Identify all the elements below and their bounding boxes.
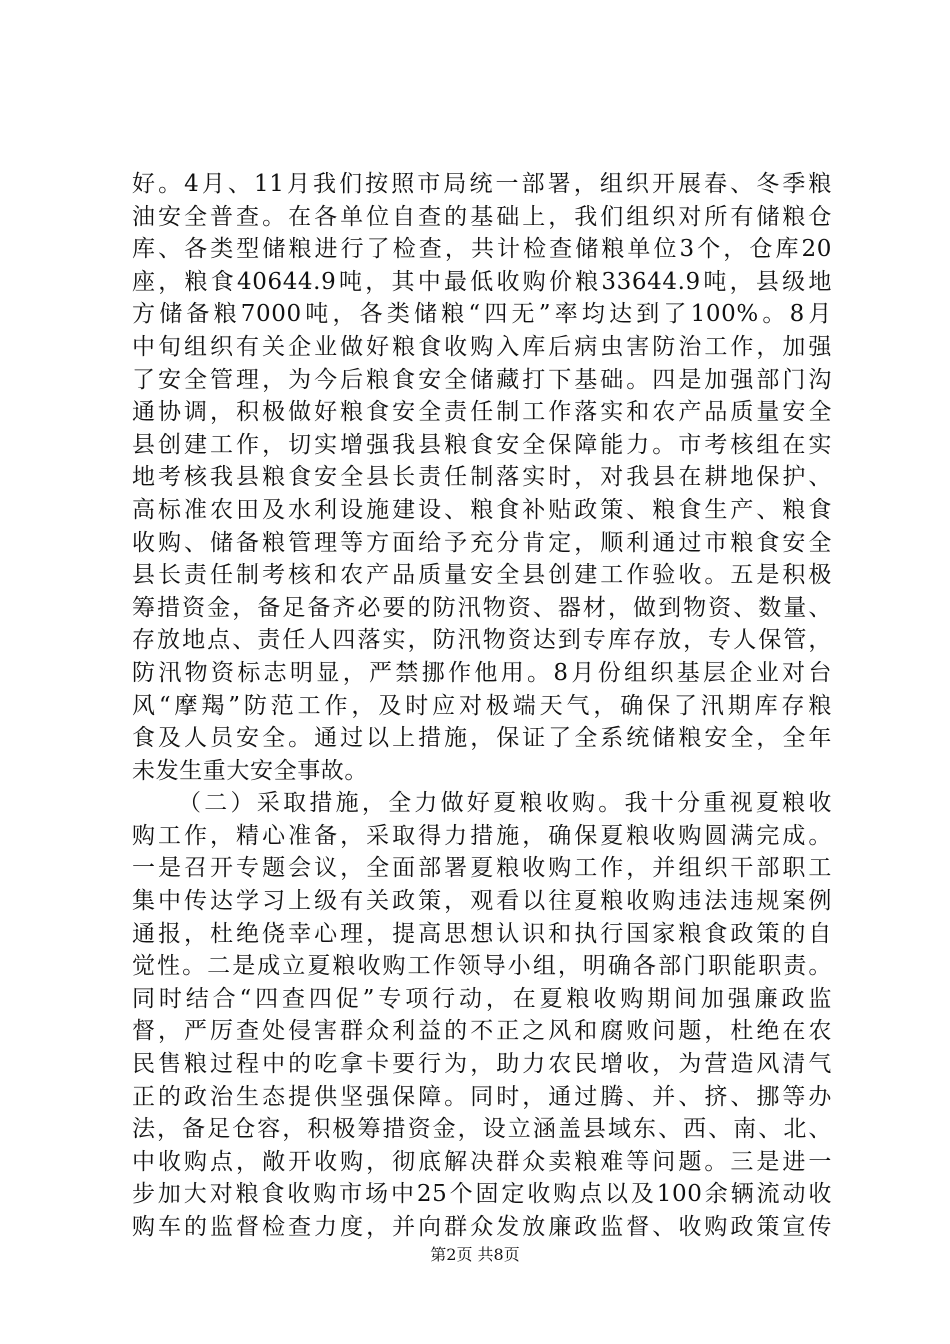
text-line: 好。4月、11月我们按照市局统一部署，组织开展春、冬季粮 — [132, 171, 832, 197]
text-line: 未发生重大安全事故。 — [132, 757, 368, 784]
text-line: 了安全管理，为今后粮食安全储藏打下基础。四是加强部门沟 — [132, 366, 832, 393]
text-line: 高标准农田及水利设施建设、粮食补贴政策、粮食生产、粮食 — [132, 496, 832, 523]
text-line: 食及人员安全。通过以上措施，保证了全系统储粮安全，全年 — [132, 725, 832, 752]
text-line: 步加大对粮食收购市场中25个固定收购点以及100余辆流动收 — [132, 1181, 832, 1208]
text-line: 方储备粮7000吨，各类储粮“四无”率均达到了100%。8月 — [132, 301, 832, 328]
text-line: 通报，杜绝侥幸心理，提高思想认识和执行国家粮食政策的自 — [132, 920, 832, 947]
text-line: 通协调，积极做好粮食安全责任制工作落实和农产品质量安全 — [132, 399, 832, 426]
text-line: 民售粮过程中的吃拿卡要行为，助力农民增收，为营造风清气 — [132, 1051, 832, 1078]
section-heading-line: （二）采取措施，全力做好夏粮收购。我十分重视夏粮收 — [178, 790, 832, 817]
text-line: 库、各类型储粮进行了检查，共计检查储粮单位3个，仓库20 — [132, 236, 832, 263]
text-line: 觉性。二是成立夏粮收购工作领导小组，明确各部门职能职责。 — [132, 953, 832, 980]
text-line: 风“摩羯”防范工作，及时应对极端天气，确保了汛期库存粮 — [132, 692, 832, 719]
text-line: 同时结合“四查四促”专项行动，在夏粮收购期间加强廉政监 — [132, 985, 832, 1012]
text-line: 正的政治生态提供坚强保障。同时，通过腾、并、挤、挪等办 — [132, 1083, 832, 1110]
text-line: 收购、储备粮管理等方面给予充分肯定，顺利通过市粮食安全 — [132, 529, 832, 556]
text-line: 集中传达学习上级有关政策，观看以往夏粮收购违法违规案例 — [132, 888, 832, 915]
text-line: 存放地点、责任人四落实，防汛物资达到专库存放，专人保管， — [132, 627, 832, 654]
text-line: 座，粮食40644.9吨，其中最低收购价粮33644.9吨，县级地 — [132, 268, 832, 295]
page-number-footer: 第2页 共8页 — [430, 1245, 520, 1264]
text-line: 筹措资金，备足备齐必要的防汛物资、器材，做到物资、数量、 — [132, 594, 832, 621]
text-line: 县创建工作，切实增强我县粮食安全保障能力。市考核组在实 — [132, 431, 832, 458]
text-line: 防汛物资标志明显，严禁挪作他用。8月份组织基层企业对台 — [132, 659, 832, 686]
text-line: 油安全普查。在各单位自查的基础上，我们组织对所有储粮仓 — [132, 203, 832, 230]
text-line: 一是召开专题会议，全面部署夏粮收购工作，并组织干部职工 — [132, 855, 832, 882]
text-line: 中收购点，敞开收购，彻底解决群众卖粮难等问题。三是进一 — [132, 1148, 832, 1175]
text-line: 地考核我县粮食安全县长责任制落实时，对我县在耕地保护、 — [132, 464, 832, 491]
text-line: 中旬组织有关企业做好粮食收购入库后病虫害防治工作，加强 — [132, 333, 832, 360]
text-line: 购工作，精心准备，采取得力措施，确保夏粮收购圆满完成。 — [132, 822, 832, 849]
text-line: 法，备足仓容，积极筹措资金，设立涵盖县域东、西、南、北、 — [132, 1116, 832, 1143]
text-line: 县长责任制考核和农产品质量安全县创建工作验收。五是积极 — [132, 562, 832, 589]
text-line: 购车的监督检查力度，并向群众发放廉政监督、收购政策宣传 — [132, 1214, 832, 1240]
body-text — [132, 168, 832, 1244]
text-line: 督，严厉查处侵害群众利益的不正之风和腐败问题，杜绝在农 — [132, 1018, 832, 1045]
